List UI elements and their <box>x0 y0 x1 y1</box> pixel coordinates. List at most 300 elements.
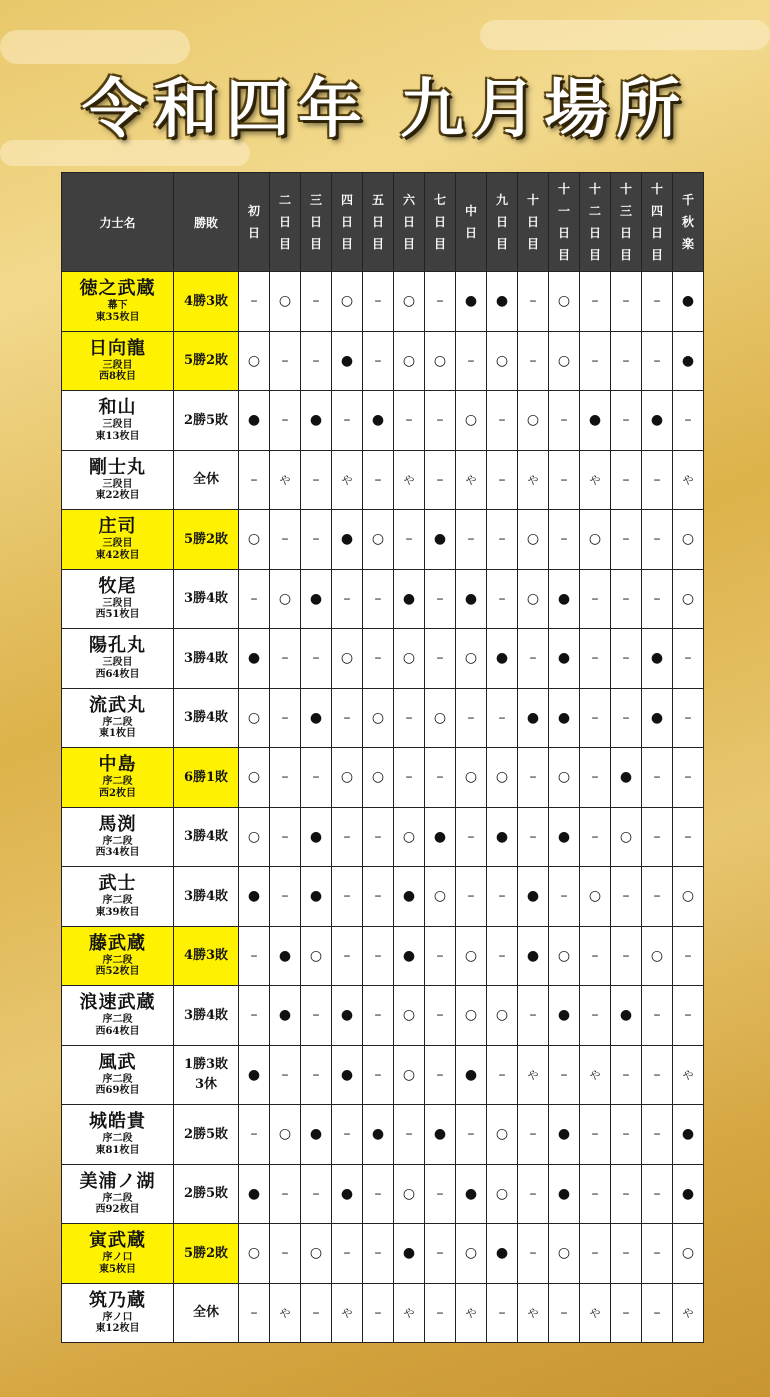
day-result-14: ○ <box>642 926 673 986</box>
rikishi-rank: 西51枚目 <box>95 609 140 621</box>
day-result-7: – <box>425 629 456 689</box>
day-result-1: ○ <box>239 1224 270 1284</box>
day-result-3: ● <box>301 807 332 867</box>
day-result-5: – <box>363 569 394 629</box>
day-result-1: – <box>239 1105 270 1165</box>
day-result-12: – <box>580 926 611 986</box>
day-result-10: ● <box>518 926 549 986</box>
rikishi-division: 序二段 <box>102 1073 133 1085</box>
day-result-3: – <box>301 748 332 808</box>
rikishi-name: 徳之武蔵 <box>79 278 156 300</box>
day-result-12: – <box>580 272 611 332</box>
day-result-4: ● <box>332 1045 363 1105</box>
day-result-7: – <box>425 1164 456 1224</box>
rikishi-name: 風武 <box>98 1051 137 1073</box>
rikishi-cell <box>62 1164 174 1224</box>
rikishi-division: 幕下 <box>107 300 128 312</box>
header-day-6: 六 日 目 <box>394 173 425 272</box>
day-result-5: – <box>363 331 394 391</box>
day-result-10: – <box>518 331 549 391</box>
rikishi-rank: 西8枚目 <box>99 371 136 383</box>
rikishi-rank: 東13枚目 <box>95 430 140 442</box>
day-result-4: ● <box>332 331 363 391</box>
rikishi-division: 序二段 <box>102 835 133 847</box>
day-result-14: – <box>642 807 673 867</box>
day-result-14: – <box>642 1164 673 1224</box>
day-result-2: – <box>270 331 301 391</box>
table-row <box>62 748 704 808</box>
day-result-13: – <box>611 391 642 451</box>
rikishi-division: 三段目 <box>102 597 133 609</box>
day-result-14: ● <box>642 391 673 451</box>
rikishi-name: 日向龍 <box>89 337 146 359</box>
day-result-6: ○ <box>394 331 425 391</box>
day-result-14: ● <box>642 629 673 689</box>
table-row <box>62 391 704 451</box>
result-cell: 3勝4敗 <box>174 807 239 867</box>
day-result-9: ○ <box>487 986 518 1046</box>
day-result-2: ○ <box>270 272 301 332</box>
day-result-11: – <box>549 391 580 451</box>
rikishi-name: 庄司 <box>98 516 137 538</box>
day-result-4: や <box>332 1283 363 1343</box>
rikishi-name: 中島 <box>98 754 137 776</box>
day-result-8: – <box>456 807 487 867</box>
header-row <box>62 173 704 272</box>
day-result-3: – <box>301 450 332 510</box>
rikishi-rank: 東12枚目 <box>95 1323 140 1335</box>
day-result-3: ● <box>301 688 332 748</box>
day-result-5: – <box>363 867 394 927</box>
rikishi-name: 陽孔丸 <box>89 635 146 657</box>
day-result-12: – <box>580 629 611 689</box>
day-result-6: ○ <box>394 1045 425 1105</box>
day-result-11: ○ <box>549 926 580 986</box>
day-result-9: – <box>487 1283 518 1343</box>
result-cell: 3勝4敗 <box>174 867 239 927</box>
day-result-10: ○ <box>518 510 549 570</box>
result-cell: 全休 <box>174 1283 239 1343</box>
day-result-8: ● <box>456 1164 487 1224</box>
result-cell: 5勝2敗 <box>174 1224 239 1284</box>
day-result-11: ● <box>549 1164 580 1224</box>
day-result-13: – <box>611 926 642 986</box>
day-result-13: – <box>611 1224 642 1284</box>
result-cell: 3勝4敗 <box>174 688 239 748</box>
table-body <box>62 272 704 1343</box>
day-result-3: – <box>301 1283 332 1343</box>
header-day-1: 初 日 <box>239 173 270 272</box>
day-result-9: ○ <box>487 1105 518 1165</box>
day-result-12: – <box>580 748 611 808</box>
day-result-11: ● <box>549 1105 580 1165</box>
day-result-2: – <box>270 748 301 808</box>
header-day-10: 十 日 目 <box>518 173 549 272</box>
day-result-14: – <box>642 1283 673 1343</box>
day-result-5: ● <box>363 391 394 451</box>
rikishi-division: 序二段 <box>102 954 133 966</box>
day-result-5: ○ <box>363 510 394 570</box>
day-result-6: – <box>394 1105 425 1165</box>
day-result-3: – <box>301 629 332 689</box>
day-result-4: ● <box>332 1164 363 1224</box>
day-result-5: – <box>363 807 394 867</box>
header-day-13: 十 三 日 目 <box>611 173 642 272</box>
day-result-8: ○ <box>456 986 487 1046</box>
day-result-7: – <box>425 1224 456 1284</box>
day-result-2: – <box>270 1164 301 1224</box>
day-result-6: ○ <box>394 986 425 1046</box>
day-result-7: ○ <box>425 331 456 391</box>
day-result-7: ● <box>425 807 456 867</box>
background-cloud <box>480 20 770 50</box>
day-result-10: や <box>518 450 549 510</box>
day-result-9: – <box>487 391 518 451</box>
day-result-2: – <box>270 807 301 867</box>
day-result-6: – <box>394 748 425 808</box>
day-result-2: ● <box>270 986 301 1046</box>
day-result-15: ○ <box>673 1224 704 1284</box>
rikishi-cell <box>62 807 174 867</box>
rikishi-cell <box>62 867 174 927</box>
rikishi-division: 序二段 <box>102 776 133 788</box>
day-result-10: – <box>518 807 549 867</box>
day-result-13: – <box>611 450 642 510</box>
day-result-7: – <box>425 1283 456 1343</box>
rikishi-rank: 西2枚目 <box>99 787 136 799</box>
day-result-2: や <box>270 1283 301 1343</box>
day-result-9: ○ <box>487 331 518 391</box>
header-result: 勝敗 <box>174 173 239 272</box>
day-result-8: – <box>456 1105 487 1165</box>
day-result-5: – <box>363 986 394 1046</box>
rikishi-cell <box>62 1105 174 1165</box>
table-row <box>62 867 704 927</box>
day-result-11: ○ <box>549 748 580 808</box>
day-result-4: – <box>332 1105 363 1165</box>
day-result-5: – <box>363 450 394 510</box>
day-result-8: ● <box>456 569 487 629</box>
rikishi-name: 筑乃蔵 <box>89 1289 146 1311</box>
day-result-14: – <box>642 986 673 1046</box>
table-row <box>62 450 704 510</box>
day-result-3: ● <box>301 1105 332 1165</box>
day-result-1: ● <box>239 391 270 451</box>
day-result-15: – <box>673 629 704 689</box>
day-result-6: ○ <box>394 1164 425 1224</box>
day-result-10: や <box>518 1045 549 1105</box>
rikishi-name: 和山 <box>98 397 137 419</box>
day-result-5: – <box>363 1164 394 1224</box>
day-result-13: – <box>611 331 642 391</box>
day-result-14: – <box>642 510 673 570</box>
day-result-13: – <box>611 1164 642 1224</box>
day-result-15: – <box>673 688 704 748</box>
day-result-1: – <box>239 986 270 1046</box>
rikishi-name: 武士 <box>98 873 137 895</box>
day-result-6: ● <box>394 1224 425 1284</box>
rikishi-cell <box>62 1224 174 1284</box>
day-result-9: ○ <box>487 748 518 808</box>
day-result-15: – <box>673 807 704 867</box>
header-day-14: 十 四 日 目 <box>642 173 673 272</box>
table-row <box>62 807 704 867</box>
results-table <box>61 172 704 1343</box>
day-result-13: – <box>611 867 642 927</box>
rikishi-name: 寅武蔵 <box>89 1230 146 1252</box>
rikishi-division: 三段目 <box>102 359 133 371</box>
day-result-10: – <box>518 1164 549 1224</box>
day-result-2: – <box>270 867 301 927</box>
day-result-12: ● <box>580 391 611 451</box>
rikishi-division: 序二段 <box>102 1192 133 1204</box>
day-result-1: ○ <box>239 748 270 808</box>
day-result-2: – <box>270 688 301 748</box>
day-result-9: – <box>487 867 518 927</box>
day-result-6: ● <box>394 569 425 629</box>
rikishi-cell <box>62 926 174 986</box>
day-result-13: – <box>611 1105 642 1165</box>
day-result-4: ○ <box>332 629 363 689</box>
rikishi-rank: 西34枚目 <box>95 847 140 859</box>
day-result-6: や <box>394 450 425 510</box>
header-day-4: 四 日 目 <box>332 173 363 272</box>
result-cell: 3勝4敗 <box>174 986 239 1046</box>
day-result-5: – <box>363 1283 394 1343</box>
day-result-8: ○ <box>456 391 487 451</box>
day-result-7: ● <box>425 510 456 570</box>
day-result-3: – <box>301 986 332 1046</box>
day-result-13: – <box>611 569 642 629</box>
day-result-14: – <box>642 450 673 510</box>
day-result-14: – <box>642 569 673 629</box>
day-result-11: – <box>549 1283 580 1343</box>
day-result-3: – <box>301 1045 332 1105</box>
day-result-15: ○ <box>673 569 704 629</box>
day-result-10: ● <box>518 867 549 927</box>
rikishi-division: 三段目 <box>102 478 133 490</box>
day-result-12: – <box>580 688 611 748</box>
day-result-7: – <box>425 272 456 332</box>
rikishi-name: 剛士丸 <box>89 456 146 478</box>
rikishi-division: 三段目 <box>102 657 133 669</box>
day-result-4: ○ <box>332 272 363 332</box>
rikishi-rank: 東1枚目 <box>99 728 136 740</box>
day-result-12: – <box>580 1164 611 1224</box>
table-row <box>62 688 704 748</box>
header-day-2: 二 日 目 <box>270 173 301 272</box>
day-result-10: ● <box>518 688 549 748</box>
table-row <box>62 569 704 629</box>
rikishi-cell <box>62 450 174 510</box>
day-result-8: ○ <box>456 748 487 808</box>
rikishi-rank: 東39枚目 <box>95 906 140 918</box>
day-result-12: – <box>580 1224 611 1284</box>
rikishi-name: 牧尾 <box>98 575 137 597</box>
day-result-3: ○ <box>301 926 332 986</box>
day-result-11: – <box>549 510 580 570</box>
day-result-11: – <box>549 867 580 927</box>
day-result-15: – <box>673 748 704 808</box>
day-result-1: ● <box>239 867 270 927</box>
header-day-5: 五 日 目 <box>363 173 394 272</box>
day-result-12: – <box>580 807 611 867</box>
day-result-8: や <box>456 450 487 510</box>
table-row <box>62 629 704 689</box>
day-result-11: ○ <box>549 1224 580 1284</box>
day-result-15: ○ <box>673 867 704 927</box>
day-result-5: – <box>363 926 394 986</box>
day-result-7: – <box>425 1045 456 1105</box>
rikishi-division: 序二段 <box>102 1014 133 1026</box>
day-result-3: – <box>301 272 332 332</box>
result-cell: 5勝2敗 <box>174 331 239 391</box>
day-result-2: や <box>270 450 301 510</box>
rikishi-division: 序二段 <box>102 895 133 907</box>
day-result-2: – <box>270 1224 301 1284</box>
header-day-15: 千 秋 楽 <box>673 173 704 272</box>
table-row <box>62 1224 704 1284</box>
day-result-15: ● <box>673 1164 704 1224</box>
day-result-12: ○ <box>580 867 611 927</box>
day-result-4: ● <box>332 510 363 570</box>
day-result-11: – <box>549 450 580 510</box>
day-result-5: – <box>363 629 394 689</box>
day-result-10: – <box>518 1224 549 1284</box>
day-result-15: や <box>673 450 704 510</box>
day-result-9: – <box>487 510 518 570</box>
rikishi-cell <box>62 331 174 391</box>
rikishi-rank: 西64枚目 <box>95 1025 140 1037</box>
day-result-12: – <box>580 331 611 391</box>
day-result-14: – <box>642 1224 673 1284</box>
day-result-15: ● <box>673 331 704 391</box>
day-result-2: – <box>270 391 301 451</box>
rikishi-rank: 西52枚目 <box>95 966 140 978</box>
rikishi-rank: 東5枚目 <box>99 1263 136 1275</box>
day-result-13: ○ <box>611 807 642 867</box>
rikishi-name: 藤武蔵 <box>89 932 146 954</box>
rikishi-rank: 西64枚目 <box>95 668 140 680</box>
day-result-1: ○ <box>239 807 270 867</box>
table-row <box>62 510 704 570</box>
table-row <box>62 331 704 391</box>
table-row <box>62 986 704 1046</box>
day-result-6: – <box>394 510 425 570</box>
result-cell: 4勝3敗 <box>174 272 239 332</box>
day-result-11: ○ <box>549 331 580 391</box>
day-result-9: – <box>487 450 518 510</box>
rikishi-division: 序ノ口 <box>102 1311 133 1323</box>
day-result-12: – <box>580 986 611 1046</box>
day-result-1: ○ <box>239 510 270 570</box>
rikishi-cell <box>62 391 174 451</box>
rikishi-cell <box>62 1283 174 1343</box>
day-result-10: ○ <box>518 569 549 629</box>
day-result-14: – <box>642 331 673 391</box>
day-result-8: ○ <box>456 629 487 689</box>
day-result-12: – <box>580 569 611 629</box>
day-result-3: ● <box>301 867 332 927</box>
rikishi-rank: 東35枚目 <box>95 311 140 323</box>
day-result-5: ○ <box>363 748 394 808</box>
day-result-7: ○ <box>425 867 456 927</box>
rikishi-cell <box>62 748 174 808</box>
header-day-8: 中 日 <box>456 173 487 272</box>
day-result-12: ○ <box>580 510 611 570</box>
day-result-6: ○ <box>394 629 425 689</box>
day-result-8: – <box>456 331 487 391</box>
rikishi-cell <box>62 1045 174 1105</box>
day-result-7: – <box>425 748 456 808</box>
day-result-2: – <box>270 629 301 689</box>
day-result-6: – <box>394 391 425 451</box>
result-cell: 2勝5敗 <box>174 1105 239 1165</box>
day-result-1: – <box>239 1283 270 1343</box>
day-result-6: や <box>394 1283 425 1343</box>
day-result-10: – <box>518 1105 549 1165</box>
day-result-3: ○ <box>301 1224 332 1284</box>
day-result-15: – <box>673 391 704 451</box>
day-result-1: – <box>239 569 270 629</box>
day-result-11: ○ <box>549 272 580 332</box>
day-result-15: ● <box>673 272 704 332</box>
result-cell: 2勝5敗 <box>174 391 239 451</box>
rikishi-rank: 東42枚目 <box>95 549 140 561</box>
day-result-5: – <box>363 272 394 332</box>
day-result-8: ○ <box>456 1224 487 1284</box>
day-result-8: ● <box>456 272 487 332</box>
day-result-11: ● <box>549 688 580 748</box>
day-result-11: ● <box>549 986 580 1046</box>
day-result-13: – <box>611 1045 642 1105</box>
day-result-12: – <box>580 1105 611 1165</box>
table-row <box>62 926 704 986</box>
rikishi-rank: 西92枚目 <box>95 1204 140 1216</box>
day-result-3: – <box>301 1164 332 1224</box>
day-result-1: – <box>239 926 270 986</box>
day-result-14: – <box>642 1105 673 1165</box>
day-result-4: – <box>332 391 363 451</box>
day-result-7: ● <box>425 1105 456 1165</box>
day-result-1: ● <box>239 1164 270 1224</box>
day-result-9: – <box>487 688 518 748</box>
rikishi-division: 序二段 <box>102 716 133 728</box>
day-result-13: – <box>611 688 642 748</box>
header-day-12: 十 二 日 目 <box>580 173 611 272</box>
day-result-13: – <box>611 1283 642 1343</box>
day-result-7: – <box>425 391 456 451</box>
day-result-14: – <box>642 272 673 332</box>
day-result-15: ○ <box>673 510 704 570</box>
header-day-9: 九 日 目 <box>487 173 518 272</box>
rikishi-name: 美浦ノ湖 <box>79 1170 156 1192</box>
day-result-6: ○ <box>394 807 425 867</box>
day-result-12: や <box>580 1283 611 1343</box>
day-result-2: – <box>270 510 301 570</box>
day-result-8: ○ <box>456 926 487 986</box>
day-result-7: – <box>425 986 456 1046</box>
table-row <box>62 1105 704 1165</box>
day-result-9: – <box>487 569 518 629</box>
day-result-1: ○ <box>239 688 270 748</box>
day-result-6: ● <box>394 926 425 986</box>
day-result-1: ○ <box>239 331 270 391</box>
rikishi-rank: 西69枚目 <box>95 1085 140 1097</box>
day-result-13: ● <box>611 748 642 808</box>
day-result-11: ● <box>549 569 580 629</box>
day-result-3: ● <box>301 569 332 629</box>
